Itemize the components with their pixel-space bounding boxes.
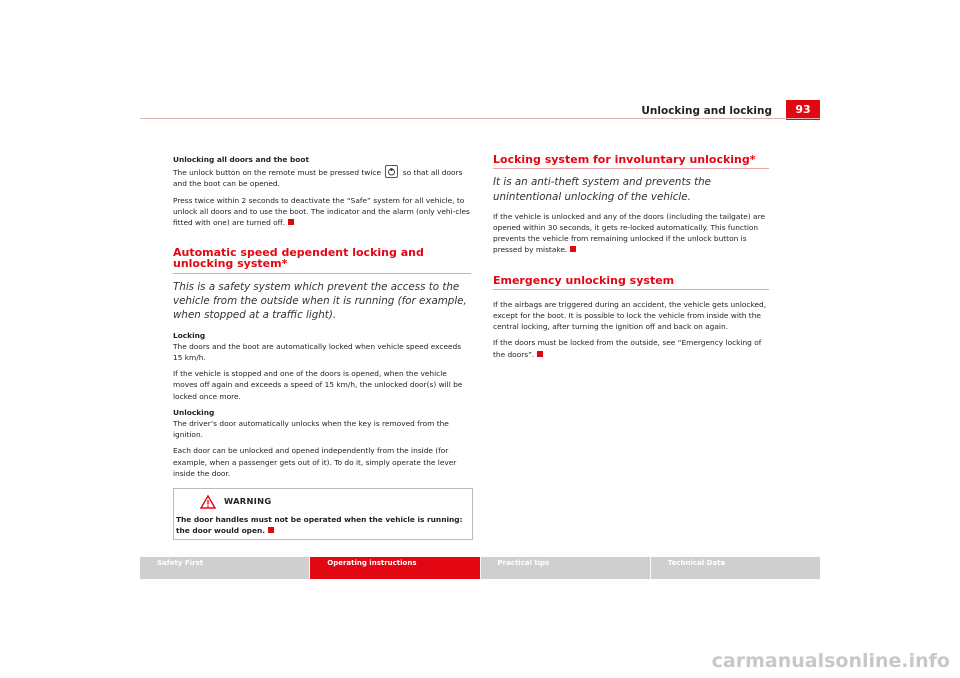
footer-tab-practical-tips[interactable]: Practical tips [480, 557, 650, 579]
unlock-all-p2-text: Press twice within 2 seconds to deactivate the “Safe” system for all vehicle, to unlock all doors and to use the boot. The indicator and the alarm (only vehi-cles fitted with one) are turned off. [173, 195, 470, 228]
unlock-all-paragraph-1 [173, 165, 471, 189]
section-end-marker-icon [288, 219, 294, 225]
left-column [173, 154, 471, 540]
warning-body [174, 513, 472, 539]
unlocking-paragraph-2: Each door can be unlocked and opened independently from the inside (for example, when a passenger gets out of it). To do it, simply operate the lever inside the door. [173, 446, 457, 478]
emergency-paragraph-2 [493, 337, 769, 359]
emergency-unlocking-heading: Emergency unlocking system [493, 275, 769, 290]
locking-paragraph-2: If the vehicle is stopped and one of the doors is opened, when the vehicle moves off again and exceeds a speed of 15 km/h, the unlocked door(s) will be locked once more. [173, 369, 463, 401]
unlock-button-icon [385, 165, 398, 178]
warning-text: The door handles must not be operated when the vehicle is running: the door would open. [176, 514, 463, 536]
emergency-end-marker-icon [537, 351, 543, 357]
emergency-p2-text: If the doors must be locked from the outside, see “Emergency locking of the doors”. [493, 338, 762, 359]
page-header-title: Unlocking and locking [641, 105, 772, 117]
watermark-text: carmanualsonline.info [711, 650, 950, 672]
involuntary-unlocking-intro: It is an anti-theft system and prevents the unintentional unlocking of the vehicle. [493, 176, 712, 203]
unlocking-subheading: Unlocking [173, 407, 215, 417]
footer-tab-safety-first[interactable]: Safety First [140, 557, 309, 579]
involuntary-unlocking-heading: Locking system for involuntary unlocking* [493, 154, 769, 169]
warning-header [174, 489, 472, 513]
unlock-all-heading: Unlocking all doors and the boot [173, 155, 309, 164]
involuntary-p1-text: If the vehicle is unlocked and any of the doors (including the tailgate) are opened within 30 seconds, it gets re-locked automatically. This function prevents the vehicle from remaining unlocked if the unlock button is pressed by mistake. [493, 211, 766, 255]
locking-subheading: Locking [173, 330, 206, 340]
unlock-all-paragraph-2 [173, 195, 471, 229]
footer-tab-technical-data[interactable]: Technical Data [650, 557, 820, 579]
footer-tab-operating-instructions[interactable]: Operating instructions [309, 557, 479, 579]
unlocking-paragraph-1: The driver’s door automatically unlocks when the key is removed from the ignition. [173, 418, 449, 440]
header-divider [140, 118, 820, 119]
involuntary-paragraph-1 [493, 211, 769, 256]
warning-label: WARNING [224, 496, 272, 507]
right-column [493, 154, 769, 365]
warning-box [173, 488, 473, 540]
auto-locking-heading: Automatic speed dependent locking and unlocking system* [173, 247, 471, 273]
involuntary-end-marker-icon [570, 246, 576, 252]
footer-nav [140, 557, 820, 579]
warning-end-marker-icon [268, 527, 274, 533]
unlock-all-text-a: The unlock button on the remote must be pressed twice [173, 168, 382, 178]
emergency-paragraph-1: If the airbags are triggered during an accident, the vehicle gets unlocked, except for the boot. It is possible to lock the vehicle from inside with the central locking, after turning the ignition off and back on again. [493, 299, 767, 332]
locking-paragraph-1: The doors and the boot are automatically locked when vehicle speed exceeds 15 km/h. [173, 341, 462, 362]
auto-locking-intro: This is a safety system which prevent the access to the vehicle from the outside when it is running (for example, when stopped at a traffic light). [173, 280, 467, 322]
page-number: 93 [786, 100, 820, 120]
unlock-all-text-b: so that all doors and the boot can be opened. [173, 168, 463, 189]
warning-triangle-icon [200, 495, 216, 509]
